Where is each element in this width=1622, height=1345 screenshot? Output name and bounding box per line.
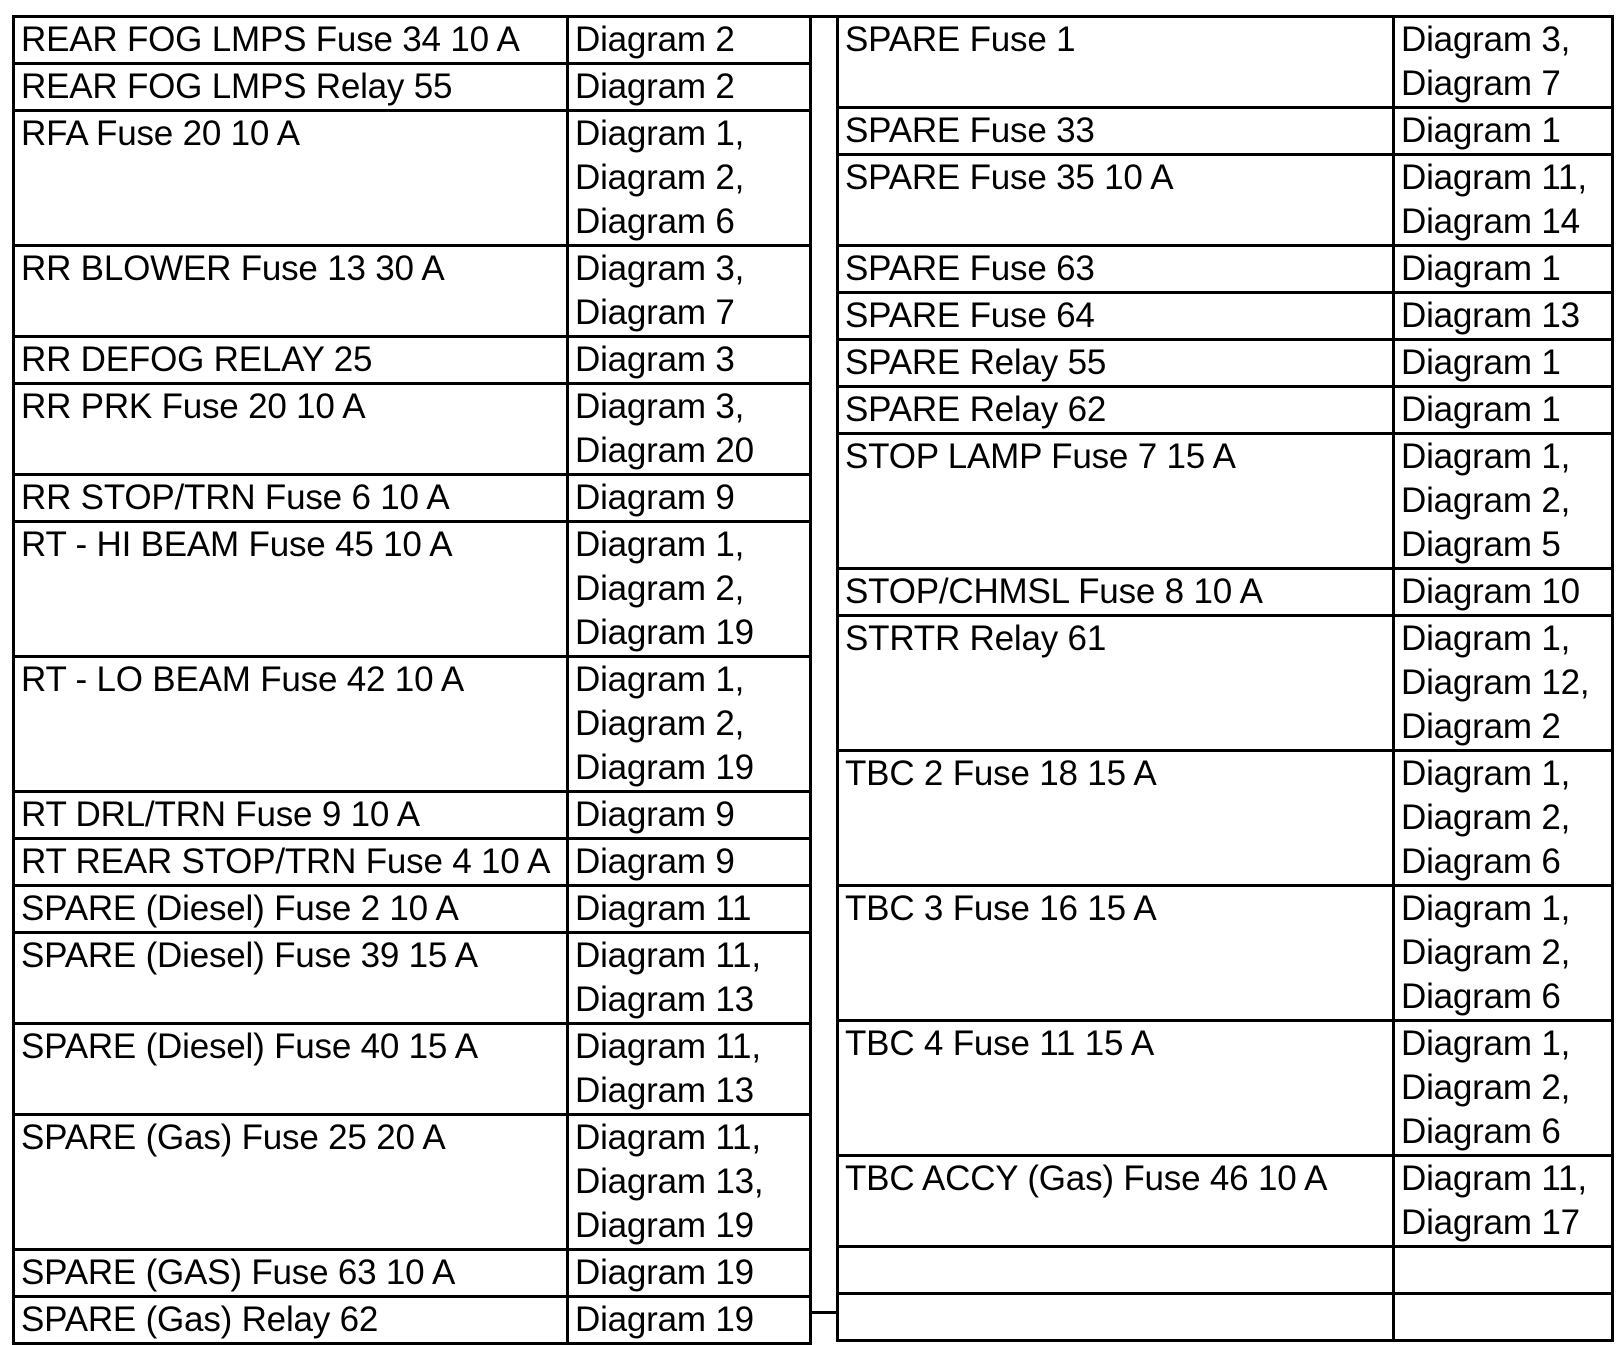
component-name: STRTR Relay 61 (838, 616, 1394, 751)
diagram-reference: Diagram 2, (575, 158, 745, 197)
component-name: RT - HI BEAM Fuse 45 10 A (14, 522, 568, 657)
table-row (14, 17, 811, 64)
component-name: SPARE Fuse 35 10 A (838, 155, 1394, 246)
component-name: SPARE (GAS) Fuse 63 10 A (14, 1250, 568, 1297)
component-name (838, 1247, 1394, 1294)
component-name: RT REAR STOP/TRN Fuse 4 10 A (14, 839, 568, 886)
component-name: SPARE (Diesel) Fuse 40 15 A (14, 1024, 568, 1115)
left-table-body (14, 17, 811, 1344)
component-name: TBC 2 Fuse 18 15 A (838, 751, 1394, 886)
diagram-reference: Diagram 14 (1401, 202, 1580, 241)
diagram-references (568, 839, 811, 886)
diagram-references (1394, 1156, 1613, 1247)
diagram-references (568, 337, 811, 384)
diagram-references (568, 522, 811, 657)
diagram-reference: Diagram 1, (575, 525, 745, 564)
diagram-reference: Diagram 5 (1401, 525, 1561, 564)
diagram-reference: Diagram 1, (575, 660, 745, 699)
table-row (14, 522, 811, 657)
table-row (838, 1294, 1613, 1341)
diagram-reference: Diagram 2, (575, 704, 745, 743)
diagram-reference: Diagram 13 (575, 1071, 754, 1110)
diagram-references (568, 1024, 811, 1115)
diagram-reference: Diagram 19 (575, 1253, 754, 1292)
diagram-reference: Diagram 1 (1401, 111, 1561, 150)
diagram-reference: Diagram 11, (1401, 1159, 1587, 1198)
component-name: SPARE Relay 62 (838, 387, 1394, 434)
diagram-references (568, 657, 811, 792)
table-row (14, 1250, 811, 1297)
diagram-reference: Diagram 13 (575, 980, 754, 1019)
left-index-table (12, 15, 812, 1345)
diagram-references (1394, 1294, 1613, 1341)
table-row (838, 155, 1613, 246)
component-name: RR PRK Fuse 20 10 A (14, 384, 568, 475)
diagram-references (568, 886, 811, 933)
component-name: SPARE (Diesel) Fuse 39 15 A (14, 933, 568, 1024)
component-name: SPARE Fuse 33 (838, 108, 1394, 155)
diagram-references (568, 1115, 811, 1250)
diagram-reference: Diagram 2 (1401, 707, 1561, 746)
component-name: REAR FOG LMPS Relay 55 (14, 64, 568, 111)
diagram-reference: Diagram 2, (1401, 798, 1571, 837)
diagram-reference: Diagram 3, (1401, 20, 1571, 59)
diagram-references (1394, 246, 1613, 293)
table-row (14, 933, 811, 1024)
component-name: TBC ACCY (Gas) Fuse 46 10 A (838, 1156, 1394, 1247)
component-name: RT DRL/TRN Fuse 9 10 A (14, 792, 568, 839)
component-name (838, 1294, 1394, 1341)
diagram-reference: Diagram 11, (575, 1118, 761, 1157)
table-row (838, 751, 1613, 886)
diagram-references (568, 792, 811, 839)
diagram-reference: Diagram 6 (1401, 842, 1561, 881)
component-name: RR BLOWER Fuse 13 30 A (14, 246, 568, 337)
diagram-references (1394, 340, 1613, 387)
diagram-reference: Diagram 1, (1401, 889, 1571, 928)
diagram-reference: Diagram 10 (1401, 572, 1580, 611)
table-row (838, 387, 1613, 434)
diagram-references (568, 64, 811, 111)
table-row (838, 1021, 1613, 1156)
table-row (14, 792, 811, 839)
component-name: STOP/CHMSL Fuse 8 10 A (838, 569, 1394, 616)
component-name: SPARE Fuse 63 (838, 246, 1394, 293)
component-name: SPARE Fuse 64 (838, 293, 1394, 340)
diagram-reference: Diagram 13 (1401, 296, 1580, 335)
table-row (838, 340, 1613, 387)
diagram-reference: Diagram 1 (1401, 249, 1561, 288)
diagram-references (1394, 616, 1613, 751)
diagram-references (568, 111, 811, 246)
diagram-reference: Diagram 2, (1401, 481, 1571, 520)
diagram-reference: Diagram 20 (575, 431, 754, 470)
table-row (14, 886, 811, 933)
diagram-reference: Diagram 17 (1401, 1203, 1580, 1242)
component-name: SPARE Relay 55 (838, 340, 1394, 387)
component-name: TBC 3 Fuse 16 15 A (838, 886, 1394, 1021)
component-name: RR STOP/TRN Fuse 6 10 A (14, 475, 568, 522)
diagram-reference (1401, 1295, 1611, 1339)
right-index-table (836, 15, 1614, 1342)
diagram-references (568, 1297, 811, 1344)
diagram-reference: Diagram 1, (1401, 437, 1571, 476)
diagram-references (1394, 1021, 1613, 1156)
right-table-body (838, 17, 1613, 1341)
table-row (14, 1297, 811, 1344)
diagram-reference: Diagram 11, (1401, 158, 1587, 197)
diagram-references (568, 1250, 811, 1297)
diagram-reference: Diagram 3 (575, 340, 735, 379)
diagram-reference: Diagram 6 (575, 202, 735, 241)
table-row (14, 839, 811, 886)
diagram-reference: Diagram 2, (1401, 933, 1571, 972)
diagram-reference: Diagram 2 (575, 20, 735, 59)
component-name: SPARE (Diesel) Fuse 2 10 A (14, 886, 568, 933)
diagram-reference: Diagram 19 (575, 1300, 754, 1339)
diagram-reference: Diagram 3, (575, 249, 745, 288)
diagram-references (568, 246, 811, 337)
table-row (14, 246, 811, 337)
diagram-reference: Diagram 6 (1401, 1112, 1561, 1151)
diagram-reference: Diagram 19 (575, 748, 754, 787)
table-row (838, 108, 1613, 155)
table-row (14, 1024, 811, 1115)
diagram-reference: Diagram 19 (575, 1206, 754, 1245)
diagram-references (1394, 434, 1613, 569)
diagram-references (1394, 387, 1613, 434)
diagram-reference: Diagram 2, (1401, 1068, 1571, 1107)
diagram-reference: Diagram 1 (1401, 343, 1561, 382)
column-gutter (809, 15, 836, 1314)
table-row (838, 1156, 1613, 1247)
diagram-reference (1401, 1248, 1611, 1292)
table-row (838, 1247, 1613, 1294)
diagram-references (1394, 886, 1613, 1021)
component-name: STOP LAMP Fuse 7 15 A (838, 434, 1394, 569)
component-name: TBC 4 Fuse 11 15 A (838, 1021, 1394, 1156)
diagram-reference: Diagram 1, (1401, 1024, 1571, 1063)
table-row (14, 111, 811, 246)
table-row (14, 475, 811, 522)
diagram-references (1394, 108, 1613, 155)
diagram-references (568, 933, 811, 1024)
diagram-reference: Diagram 1, (1401, 754, 1571, 793)
diagram-reference: Diagram 1 (1401, 390, 1561, 429)
diagram-reference: Diagram 11 (575, 889, 752, 928)
diagram-reference: Diagram 11, (575, 936, 761, 975)
diagram-reference: Diagram 1, (575, 114, 745, 153)
diagram-references (1394, 751, 1613, 886)
table-row (838, 246, 1613, 293)
diagram-references (1394, 155, 1613, 246)
diagram-reference: Diagram 9 (575, 795, 735, 834)
table-row (838, 293, 1613, 340)
table-row (838, 886, 1613, 1021)
component-name: REAR FOG LMPS Fuse 34 10 A (14, 17, 568, 64)
diagram-reference: Diagram 12, (1401, 663, 1590, 702)
diagram-reference: Diagram 13, (575, 1162, 764, 1201)
diagram-references (568, 17, 811, 64)
table-row (14, 1115, 811, 1250)
diagram-reference: Diagram 6 (1401, 977, 1561, 1016)
diagram-reference: Diagram 9 (575, 842, 735, 881)
diagram-reference: Diagram 3, (575, 387, 745, 426)
table-row (14, 337, 811, 384)
table-row (838, 17, 1613, 108)
component-name: RFA Fuse 20 10 A (14, 111, 568, 246)
component-name: RR DEFOG RELAY 25 (14, 337, 568, 384)
diagram-reference: Diagram 19 (575, 613, 754, 652)
table-row (838, 434, 1613, 569)
diagram-reference: Diagram 2 (575, 67, 735, 106)
table-row (14, 64, 811, 111)
diagram-references (568, 384, 811, 475)
diagram-reference: Diagram 7 (575, 293, 735, 332)
table-row (838, 616, 1613, 751)
table-row (14, 657, 811, 792)
component-name: SPARE Fuse 1 (838, 17, 1394, 108)
diagram-references (1394, 1247, 1613, 1294)
diagram-reference: Diagram 7 (1401, 64, 1561, 103)
table-row (838, 569, 1613, 616)
diagram-reference: Diagram 9 (575, 478, 735, 517)
diagram-references (1394, 17, 1613, 108)
diagram-references (1394, 569, 1613, 616)
diagram-reference: Diagram 11, (575, 1027, 761, 1066)
table-row (14, 384, 811, 475)
diagram-reference: Diagram 2, (575, 569, 745, 608)
diagram-references (1394, 293, 1613, 340)
component-name: RT - LO BEAM Fuse 42 10 A (14, 657, 568, 792)
diagram-references (568, 475, 811, 522)
diagram-reference: Diagram 1, (1401, 619, 1571, 658)
component-name: SPARE (Gas) Relay 62 (14, 1297, 568, 1344)
component-name: SPARE (Gas) Fuse 25 20 A (14, 1115, 568, 1250)
